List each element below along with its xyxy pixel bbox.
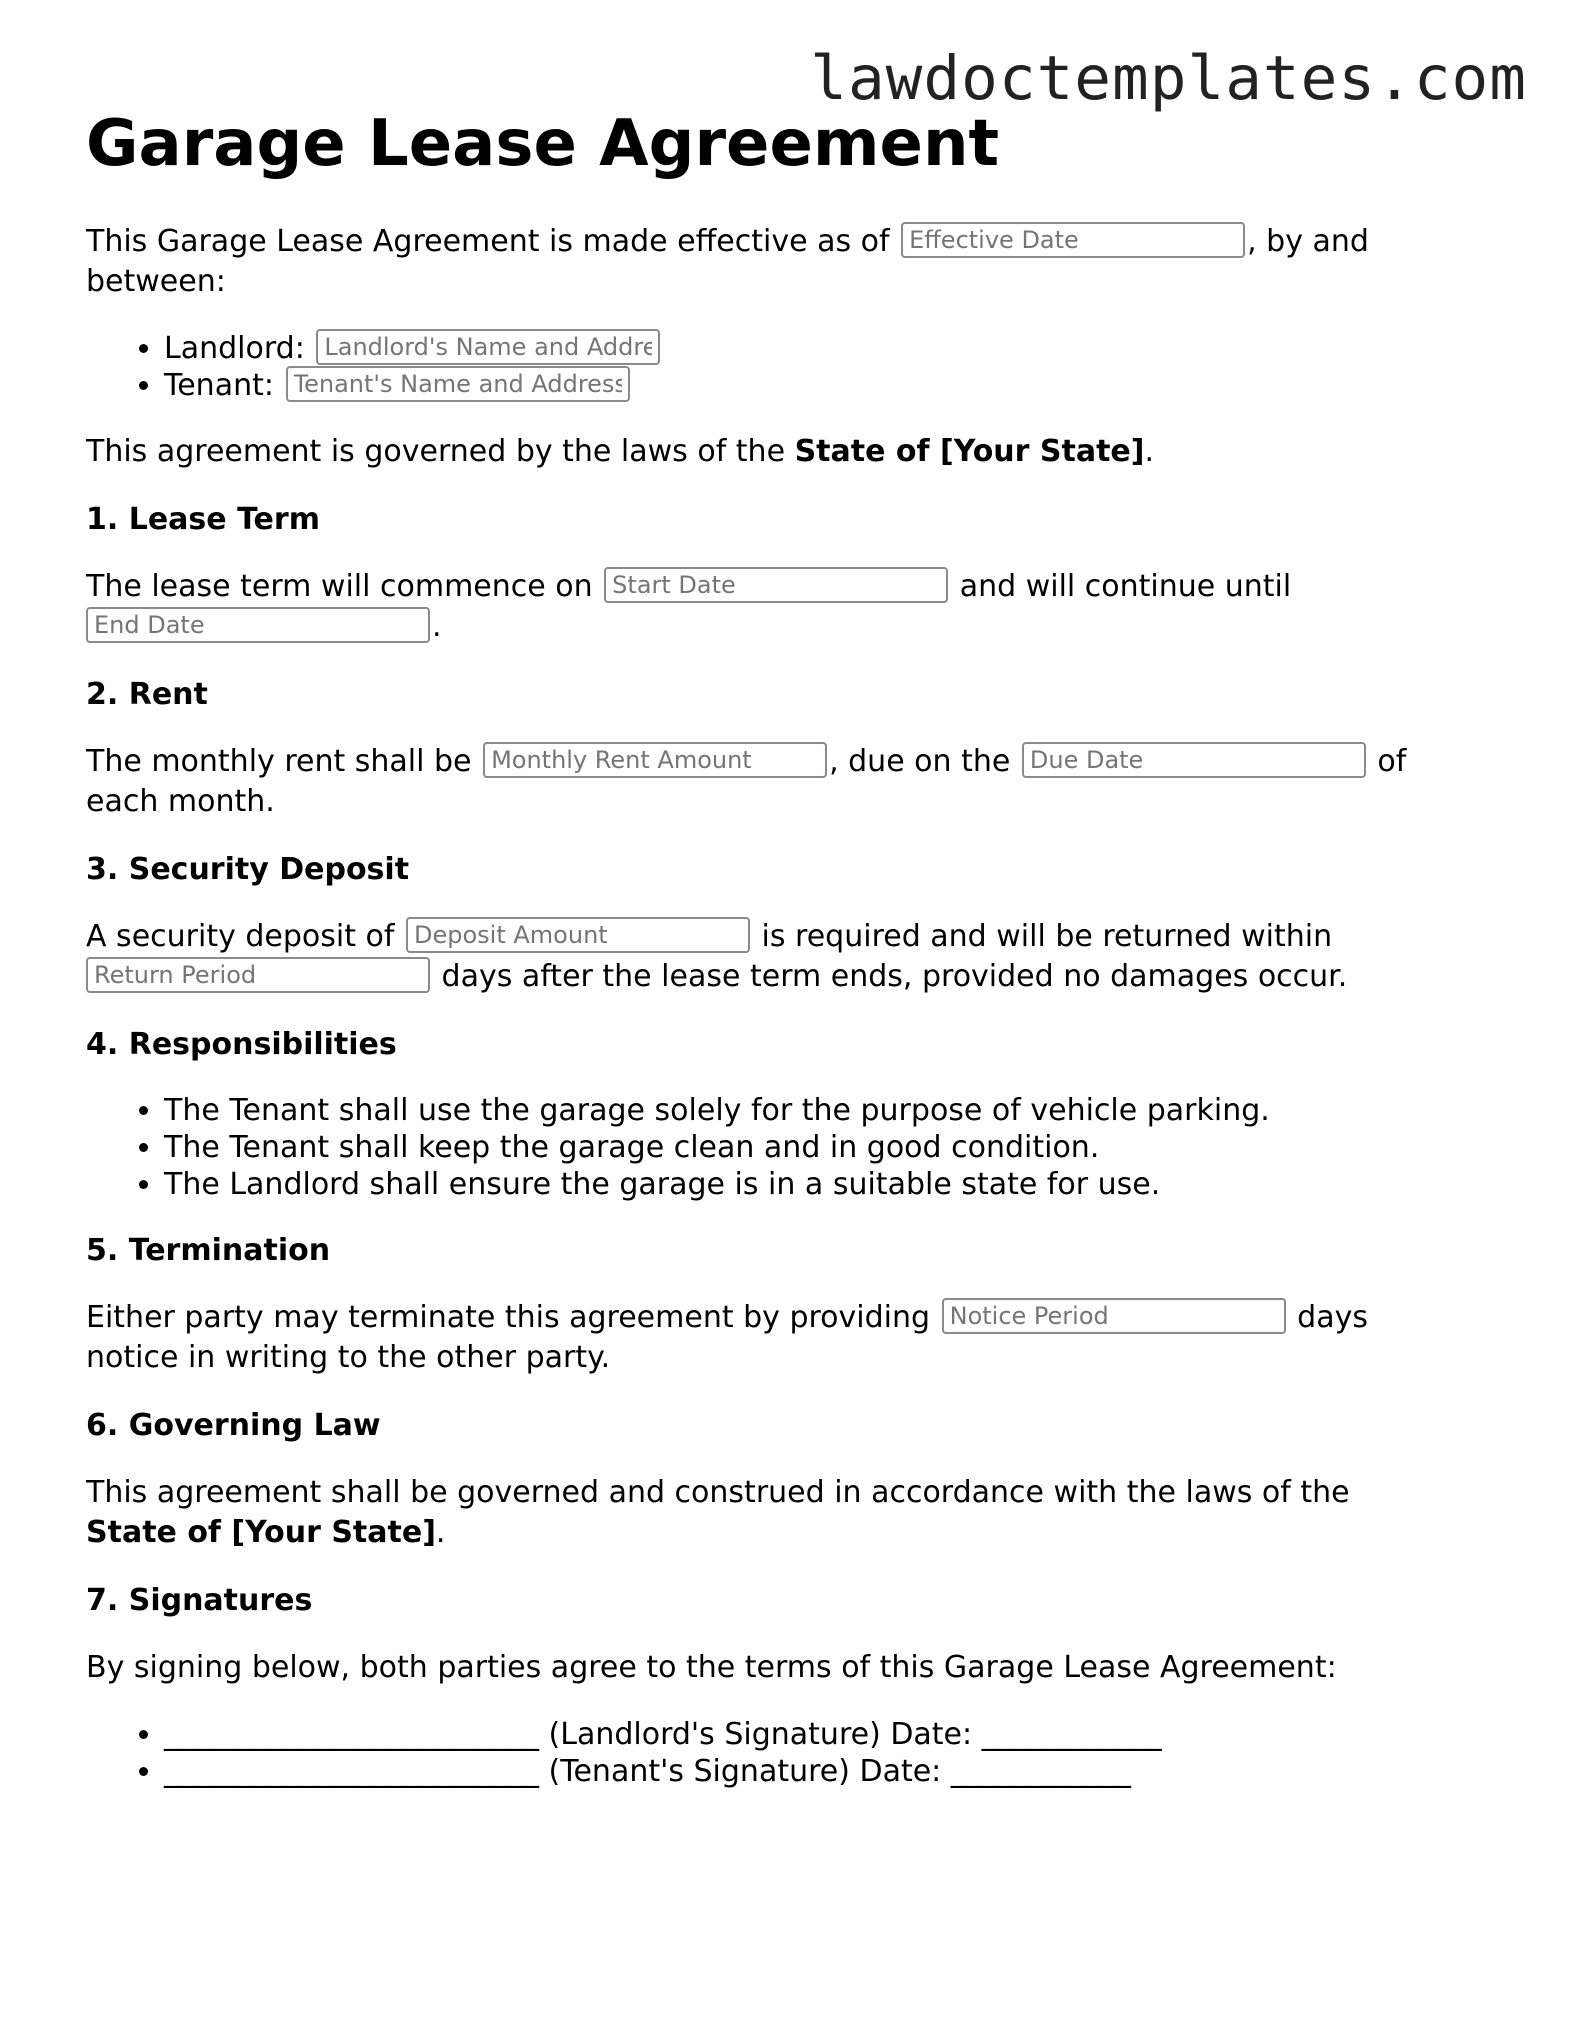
section-heading-rent: 2. Rent (86, 677, 208, 712)
landlord-label: Landlord: (164, 331, 305, 366)
governing-law-state: State of [Your State] (86, 1515, 436, 1550)
document-body (86, 222, 1446, 1818)
monthly-rent-input[interactable] (483, 742, 827, 778)
landlord-signature-line: • _________________________ (Landlord's Signature) Date: ____________ (164, 1716, 1446, 1753)
tenant-signature-line: • _________________________ (Tenant's Signature) Date: ____________ (164, 1753, 1446, 1790)
rent-text-2: , due on the (829, 744, 1011, 779)
site-watermark: lawdoctemplates.com (810, 43, 1527, 114)
list-item: • The Tenant shall use the garage solely for the purpose of vehicle parking. (164, 1092, 1446, 1129)
notice-period-input[interactable] (942, 1298, 1286, 1334)
party-landlord (164, 330, 1446, 367)
termination-paragraph (86, 1298, 1446, 1378)
return-period-input[interactable] (86, 957, 430, 993)
tenant-label: Tenant: (164, 368, 274, 403)
due-date-input[interactable] (1022, 742, 1366, 778)
rent-paragraph (86, 742, 1446, 822)
list-item: • The Landlord shall ensure the garage is in a suitable state for use. (164, 1166, 1446, 1203)
end-date-input[interactable] (86, 607, 430, 643)
rent-text-1: The monthly rent shall be (86, 744, 472, 779)
intro-paragraph (86, 222, 1446, 302)
governing-intro-state: State of [Your State] (794, 434, 1145, 469)
governing-intro-paragraph (86, 432, 1446, 472)
party-tenant (164, 367, 1446, 404)
termination-text-2: days notice in writing to the other party. (86, 1300, 1368, 1375)
parties-list (86, 330, 1446, 404)
intro-text-before: This Garage Lease Agreement is made effective as of (86, 224, 890, 259)
deposit-text-3: days after the lease term ends, provided no damages occur. (441, 959, 1348, 994)
rent-text-3: of each month. (86, 744, 1407, 819)
lease-term-text-1: The lease term will commence on (86, 569, 593, 604)
section-heading-governing-law: 6. Governing Law (86, 1408, 381, 1443)
section-heading-deposit: 3. Security Deposit (86, 852, 410, 887)
landlord-name-input[interactable] (316, 329, 660, 365)
document-title: Garage Lease Agreement (86, 107, 1000, 181)
list-item: • The Tenant shall keep the garage clean and in good condition. (164, 1129, 1446, 1166)
deposit-paragraph (86, 917, 1446, 997)
governing-law-text-2: . (435, 1515, 446, 1550)
effective-date-input[interactable] (901, 222, 1245, 258)
signature-lines-list (86, 1716, 1446, 1790)
section-heading-lease-term: 1. Lease Term (86, 502, 320, 537)
governing-intro-text: This agreement is governed by the laws of the (86, 434, 786, 469)
governing-law-text-1: This agreement shall be governed and construed in accordance with the laws of the (86, 1475, 1350, 1510)
governing-law-paragraph (86, 1473, 1446, 1553)
termination-text-1: Either party may terminate this agreement by providing (86, 1300, 931, 1335)
governing-intro-period: . (1144, 434, 1155, 469)
start-date-input[interactable] (604, 567, 948, 603)
responsibilities-list (86, 1092, 1446, 1203)
section-heading-termination: 5. Termination (86, 1233, 331, 1268)
deposit-text-1: A security deposit of (86, 919, 395, 954)
deposit-amount-input[interactable] (406, 917, 750, 953)
deposit-text-2: is required and will be returned within (761, 919, 1333, 954)
lease-term-text-2: and will continue until (959, 569, 1292, 604)
tenant-name-input[interactable] (286, 366, 630, 402)
section-heading-responsibilities: 4. Responsibilities (86, 1027, 397, 1062)
section-heading-signatures: 7. Signatures (86, 1583, 313, 1618)
lease-term-text-3: . (432, 609, 442, 644)
signatures-paragraph: By signing below, both parties agree to the terms of this Garage Lease Agreement: (86, 1650, 1337, 1685)
lease-term-paragraph (86, 567, 1446, 647)
intro-text-after: , by and between: (86, 224, 1369, 299)
